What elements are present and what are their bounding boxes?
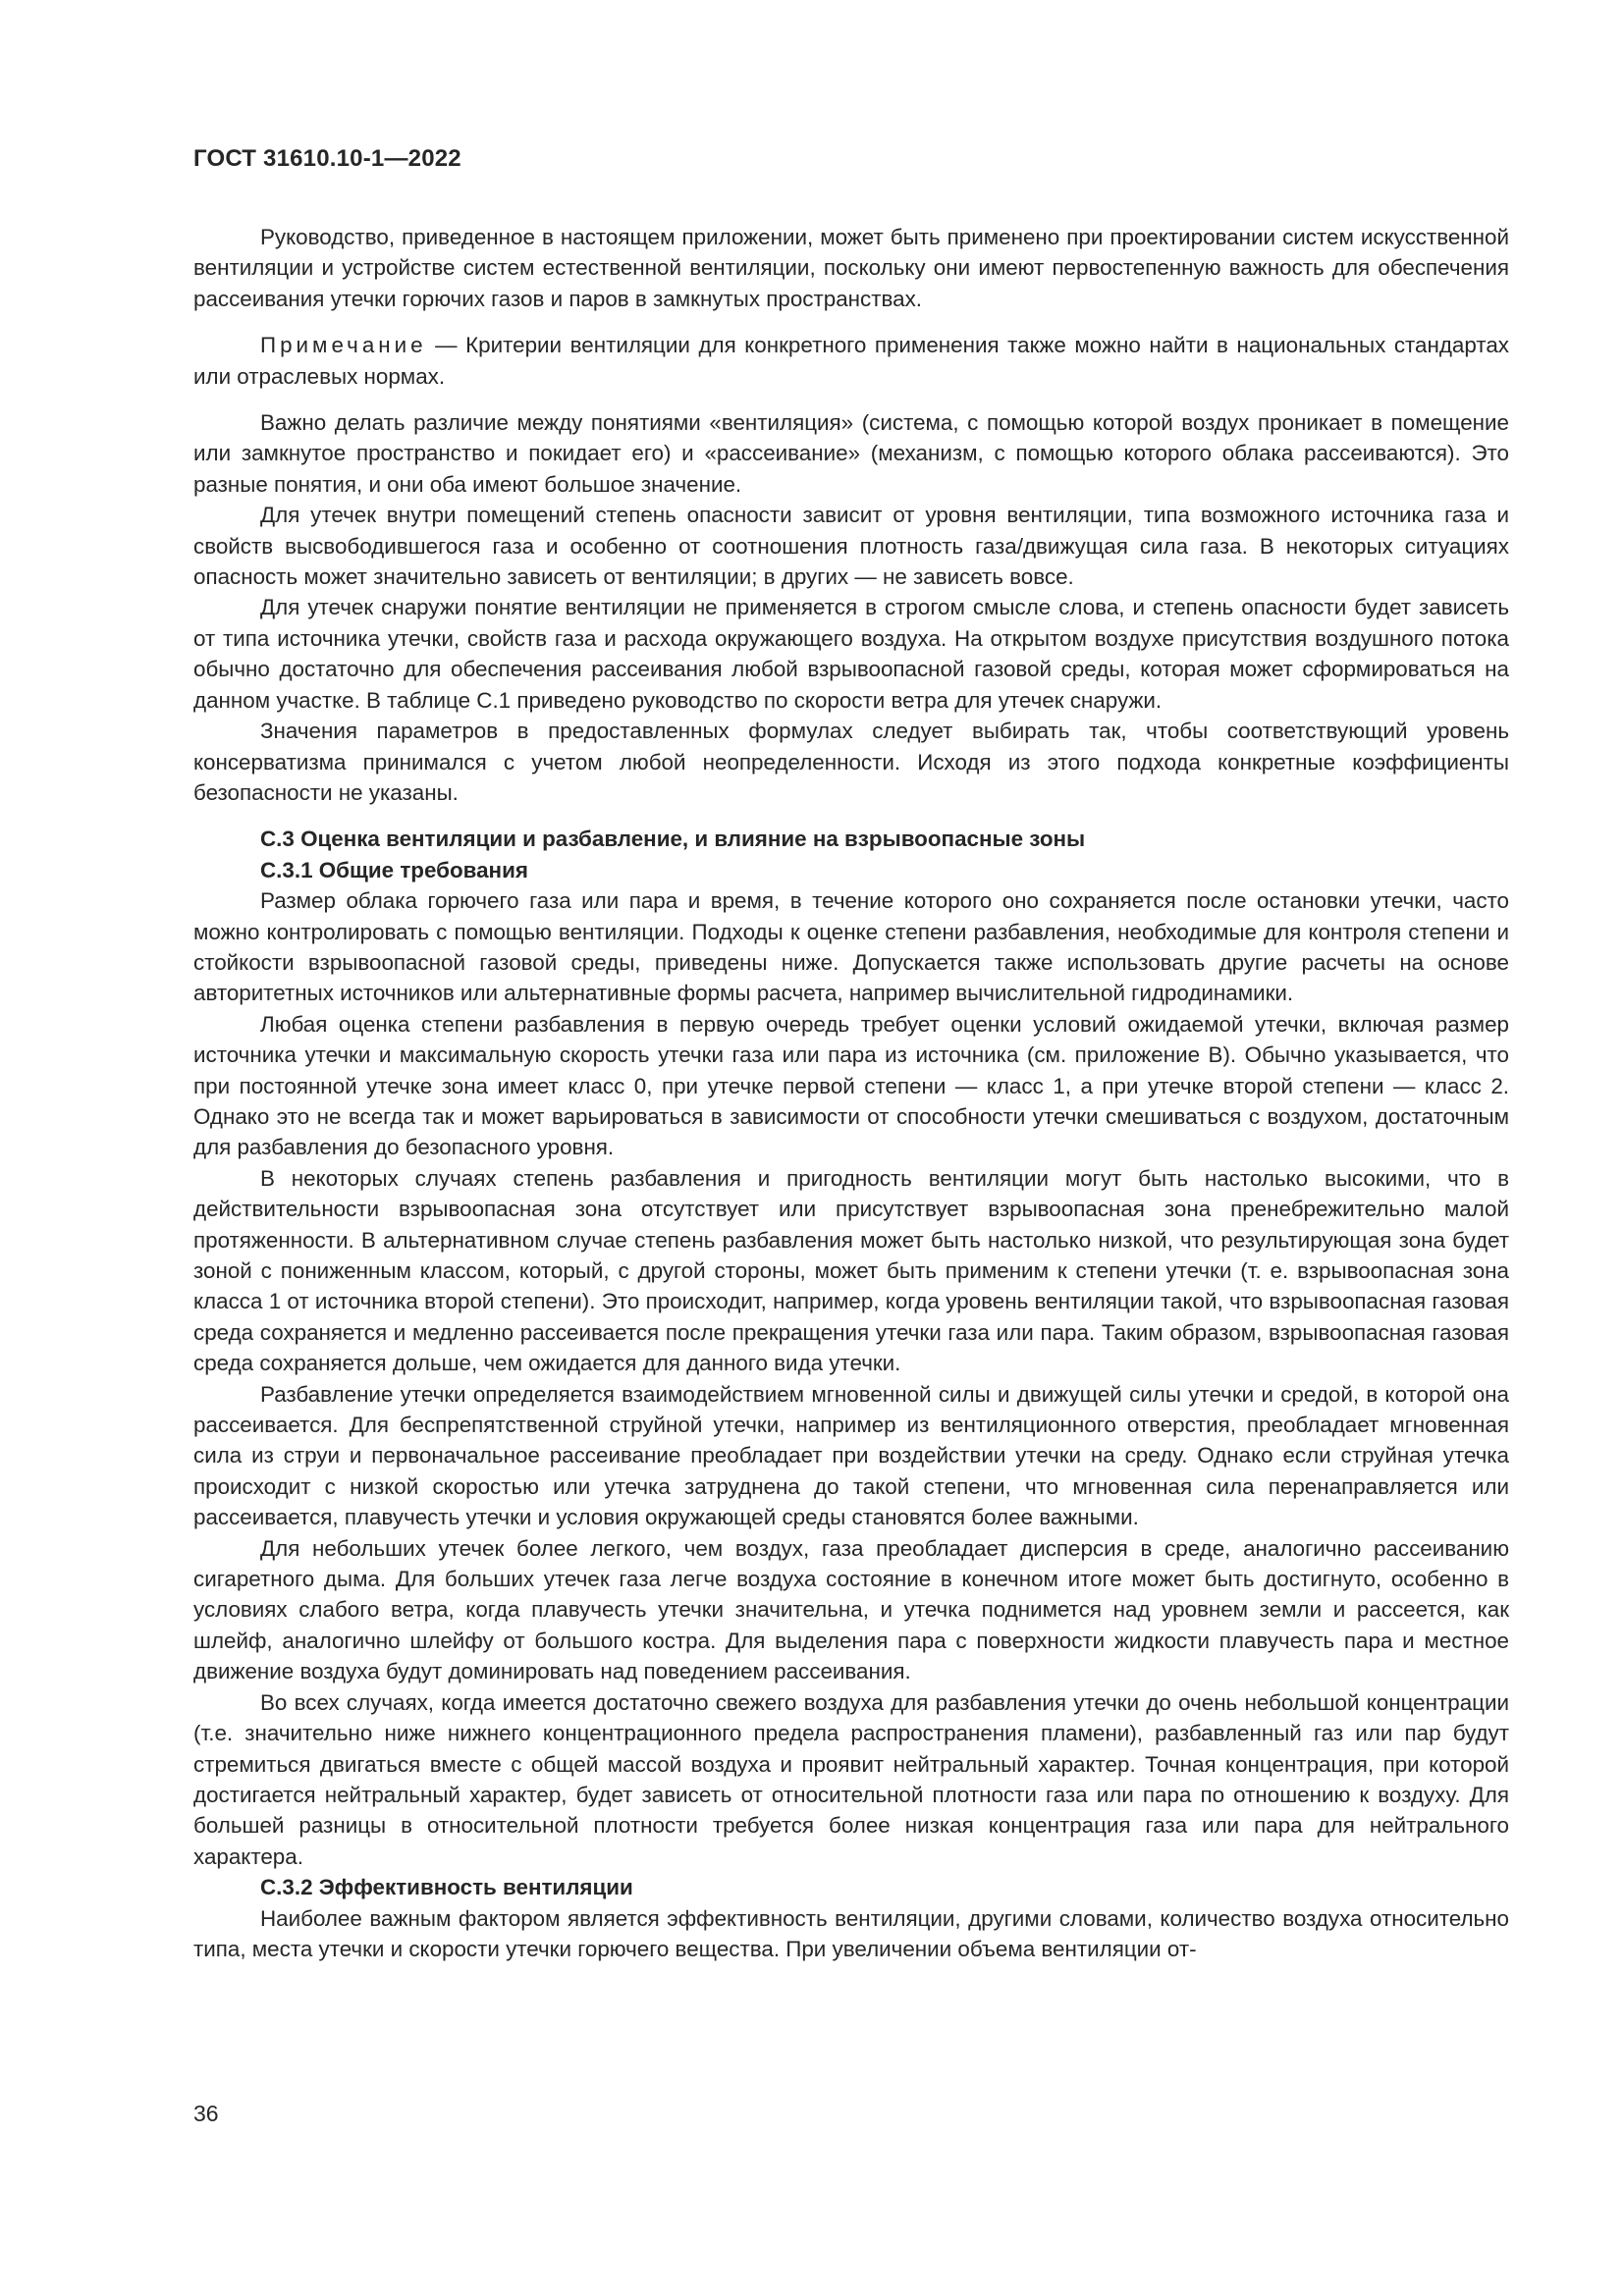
subsection-heading-c31: С.3.1 Общие требования [260, 857, 528, 882]
paragraph: Размер облака горючего газа или пара и время, в течение которого оно сохраняется после остановки утечки, часто можно контролировать с помощью вентиляции. Подходы к оценке степени разбавления, необходимые для контроля степени и стойкости взрывоопасной газовой среды, приведены ниже. Допускается также использовать другие расчеты на основе авторитетных источников или альтернативные формы расчета, например вычислительной гидродинамики. [193, 888, 1509, 1006]
paragraph: Для утечек внутри помещений степень опасности зависит от уровня вентиляции, типа возможного источника газа и свойств высвободившегося газа и особенно от соотношения плотность газа/движущая сила газа. В некоторых ситуациях опасность может значительно зависеть от вентиляции; в других — не зависеть вовсе. [193, 503, 1509, 590]
subsection-heading-c32: С.3.2 Эффективность вентиляции [260, 1875, 633, 1900]
paragraph: Разбавление утечки определяется взаимодействием мгновенной силы и движущей силы утечки и средой, в которой она рассеивается. Для беспрепятственной струйной утечки, например из вентиляционного отверстия, преобладает мгновенная сила из струи и первоначальное рассеивание преобладает при воздействии утечки на среду. Однако если струйная утечка происходит с низкой скоростью или утечка затруднена до такой степени, что мгновенная сила перенаправляется или рассеивается, плавучесть утечки и условия окружающей среды становятся более важными. [193, 1381, 1509, 1530]
paragraph: Любая оценка степени разбавления в первую очередь требует оценки условий ожидаемой утечки, включая размер источника утечки и максимальную скорость утечки газа или пара из источника (см. приложение В). Обычно указывается, что при постоянной утечке зона имеет класс 0, при утечке первой степени — класс 1, а при утечке второй степени — класс 2. Однако это не всегда так и может варьироваться в зависимости от способности утечки смешиваться с воздухом, достаточным для разбавления до безопасного уровня. [193, 1011, 1509, 1160]
paragraph: Для небольших утечек более легкого, чем воздух, газа преобладает дисперсия в среде, аналогично рассеиванию сигаретного дыма. Для больших утечек газа легче воздуха состояние в конечном итоге может быть достигнуто, особенно в условиях слабого ветра, когда плавучесть утечки значительна, и утечка поднимется над уровнем земли и рассеется, как шлейф, аналогично шлейфу от большого костра. Для выделения пара с поверхности жидкости плавучесть пара и местное движение воздуха будут доминировать над поведением рассеивания. [193, 1535, 1509, 1684]
paragraph: Важно делать различие между понятиями «вентиляция» (система, с помощью которой воздух проникает в помещение или замкнутое пространство и покидает его) и «рассеивание» (механизм, с помощью которого облака рассеиваются). Это разные понятия, и они оба имеют большое значение. [193, 410, 1509, 497]
section-heading-c3: С.3 Оценка вентиляции и разбавление, и влияние на взрывоопасные зоны [260, 827, 1086, 852]
note-label: Примечание [260, 333, 427, 358]
paragraph: Значения параметров в предоставленных формулах следует выбирать так, чтобы соответствующий уровень консерватизма принимался с учетом любой неопределенности. Исходя из этого подхода конкретные коэффициенты безопасности не указаны. [193, 719, 1509, 805]
note-text: — Критерии вентиляции для конкретного применения также можно найти в национальных стандартах или отраслевых нормах. [193, 333, 1509, 389]
document-body [193, 222, 1509, 1964]
paragraph: В некоторых случаях степень разбавления и пригодность вентиляции могут быть настолько высокими, что в действительности взрывоопасная зона отсутствует или присутствует взрывоопасная зона пренебрежительно малой протяженности. В альтернативном случае степень разбавления может быть настолько низкой, что результирующая зона будет зоной с пониженным классом, который, с другой стороны, может быть применим к степени утечки (т. е. взрывоопасная зона класса 1 от источника второй степени). Это происходит, например, когда уровень вентиляции такой, что взрывоопасная газовая среда сохраняется и медленно рассеивается после прекращения утечки газа или пара. Таким образом, взрывоопасная газовая среда сохраняется дольше, чем ожидается для данного вида утечки. [193, 1165, 1509, 1376]
paragraph: Руководство, приведенное в настоящем приложении, может быть применено при проектировании систем искусственной вентиляции и устройстве систем естественной вентиляции, поскольку они имеют первостепенную важность для обеспечения рассеивания утечки горючих газов и паров в замкнутых пространствах. [193, 225, 1509, 311]
paragraph: Во всех случаях, когда имеется достаточно свежего воздуха для разбавления утечки до очень небольшой концентрации (т.е. значительно ниже нижнего концентрационного предела распространения пламени), разбавленный газ или пар будут стремиться двигаться вместе с общей массой воздуха и проявит нейтральный характер. Точная концентрация, при которой достигается нейтральный характер, будет зависеть от относительной плотности газа или пара по отношению к воздуху. Для большей разницы в относительной плотности требуется более низкая концентрация газа или пара для нейтрального характера. [193, 1689, 1509, 1869]
paragraph: Для утечек снаружи понятие вентиляции не применяется в строгом смысле слова, и степень опасности будет зависеть от типа источника утечки, свойств газа и расхода окружающего воздуха. На открытом воздухе присутствия воздушного потока обычно достаточно для обеспечения рассеивания любой взрывоопасной газовой среды, которая может сформироваться на данном участке. В таблице С.1 приведено руководство по скорости ветра для утечек снаружи. [193, 595, 1509, 713]
note-paragraph [193, 330, 1509, 392]
document-header: ГОСТ 31610.10-1—2022 [193, 145, 461, 172]
page-number: 36 [193, 2101, 219, 2126]
paragraph: Наиболее важным фактором является эффективность вентиляции, другими словами, количество воздуха относительно типа, места утечки и скорости утечки горючего вещества. При увеличении объема вентиляции от- [193, 1905, 1509, 1961]
